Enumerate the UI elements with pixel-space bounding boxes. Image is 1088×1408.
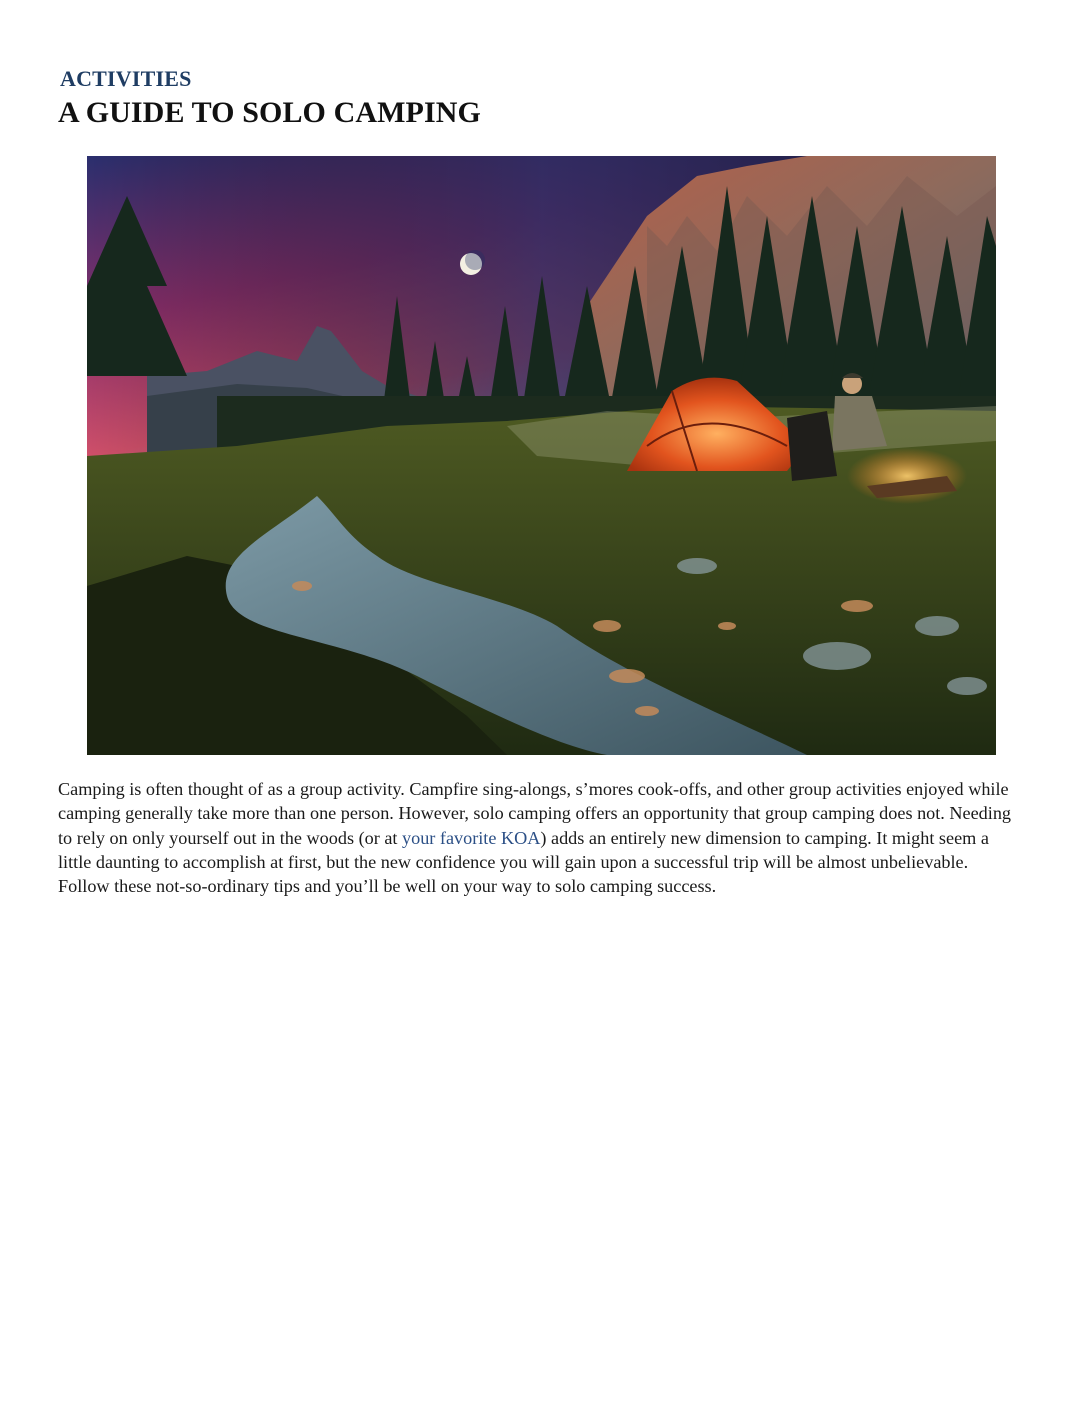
- intro-paragraph: [58, 777, 1018, 898]
- section-label: ACTIVITIES: [60, 66, 192, 91]
- paragraph-text-end: ) adds an entirely new dimension to camping. It might seem a little daunting to accomplish at first, but the new confidence you will gain upon a successful trip will be almost unbelievable. Follow these not-so-ordinary tips and you’ll be well on your way to solo camping success.: [58, 827, 989, 897]
- koa-link[interactable]: your favorite KOA: [402, 827, 541, 848]
- hero-photo: [87, 156, 996, 755]
- page-title: A GUIDE TO SOLO CAMPING: [58, 96, 481, 129]
- paragraph-text-start: Camping is often thought of as a group activity. Campfire sing-alongs, s’mores cook-offs, and other group activities enjoyed while camping generally take more than one person. However, solo camping offers an opportunity that group camping does not. Needing to rely on only yourself out in the woods (or at: [58, 779, 1012, 848]
